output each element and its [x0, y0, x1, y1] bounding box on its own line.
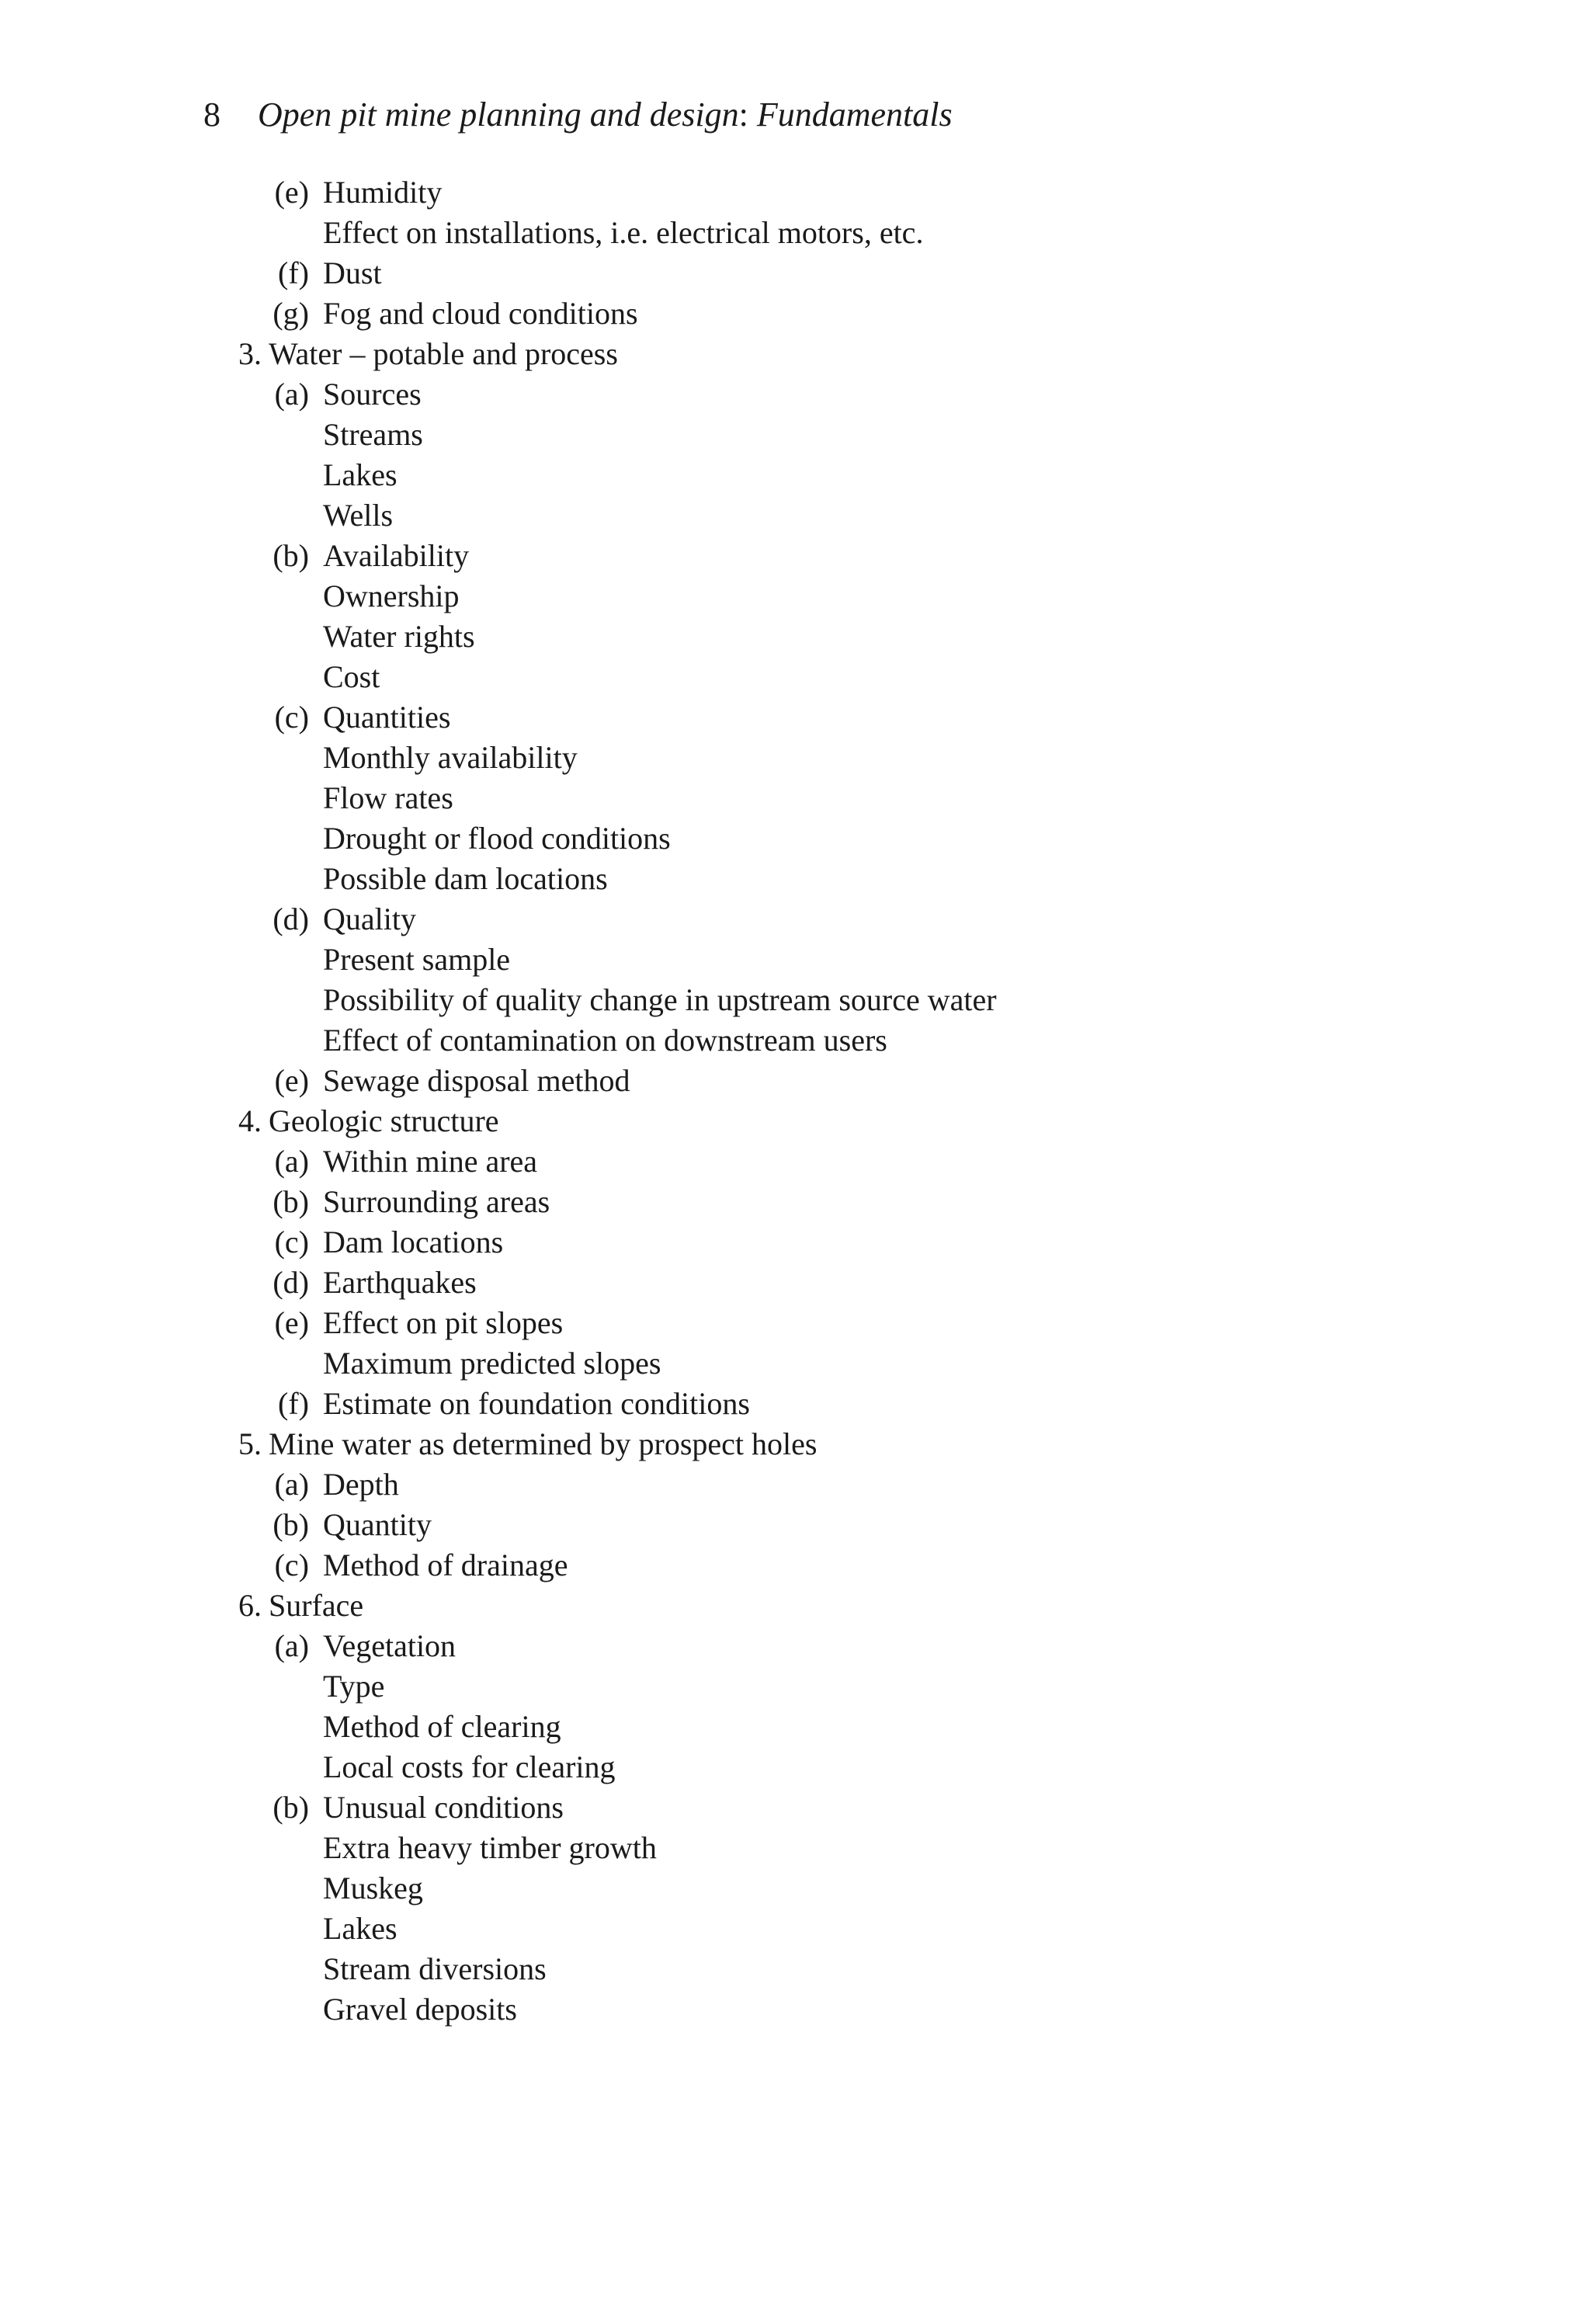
item-text: Earthquakes	[323, 1265, 477, 1300]
item-text: Vegetation	[323, 1628, 457, 1663]
item-text: Quality	[323, 901, 416, 936]
outline-line-letter	[0, 1545, 1590, 1586]
item-text: Sources	[323, 377, 422, 412]
outline-line-sub	[0, 940, 1590, 980]
item-letter: (e)	[274, 1305, 309, 1340]
item-letter: (a)	[274, 1628, 309, 1663]
outline-line-letter	[0, 1182, 1590, 1222]
outline-line-number	[0, 1424, 1590, 1464]
running-title-separator: :	[738, 96, 748, 134]
item-text: Quantities	[323, 700, 451, 735]
item-text: Effect on pit slopes	[323, 1305, 564, 1340]
item-text: Water rights	[323, 619, 475, 654]
item-text: Cost	[323, 659, 380, 694]
item-text: Geologic structure	[269, 1103, 499, 1138]
outline-line-letter	[0, 1263, 1590, 1303]
outline-line-number	[0, 334, 1590, 374]
outline-line-number	[0, 1586, 1590, 1626]
item-letter: (f)	[278, 255, 309, 290]
outline-line-sub	[0, 1707, 1590, 1747]
outline-line-letter	[0, 253, 1590, 294]
item-text: Muskeg	[323, 1871, 423, 1905]
item-text: Surface	[269, 1588, 364, 1623]
item-text: Dam locations	[323, 1225, 504, 1259]
outline-line-sub	[0, 980, 1590, 1020]
item-letter: (f)	[278, 1386, 309, 1421]
outline-line-letter	[0, 1303, 1590, 1343]
outline-line-sub	[0, 1747, 1590, 1787]
outline-line-sub	[0, 1020, 1590, 1061]
item-letter: (e)	[274, 1063, 309, 1098]
item-text: Unusual conditions	[323, 1790, 564, 1825]
outline-line-sub	[0, 1949, 1590, 1989]
item-letter: (a)	[274, 1144, 309, 1179]
item-text: Depth	[323, 1467, 399, 1502]
outline-line-letter	[0, 1626, 1590, 1666]
outline-line-sub	[0, 617, 1590, 657]
item-text: Streams	[323, 417, 423, 452]
outline-line-sub	[0, 1989, 1590, 2030]
item-text: Monthly availability	[323, 740, 578, 775]
item-letter: (b)	[273, 1507, 309, 1542]
item-text: Effect on installations, i.e. electrical motors, etc.	[323, 215, 924, 250]
item-text: Estimate on foundation conditions	[323, 1386, 750, 1421]
item-text: Type	[323, 1669, 385, 1704]
outline-line-sub	[0, 657, 1590, 697]
running-header	[203, 92, 953, 138]
outline-line-sub	[0, 738, 1590, 778]
item-letter: (a)	[274, 377, 309, 412]
item-letter: (d)	[273, 1265, 309, 1300]
outline-line-sub	[0, 495, 1590, 536]
item-letter: (a)	[274, 1467, 309, 1502]
outline-line-letter	[0, 1505, 1590, 1545]
item-text: Ownership	[323, 578, 460, 613]
outline-line-letter	[0, 1384, 1590, 1424]
item-letter: (b)	[273, 538, 309, 573]
item-text: Local costs for clearing	[323, 1749, 616, 1784]
outline-line-sub	[0, 859, 1590, 899]
item-text: Possible dam locations	[323, 861, 608, 896]
item-text: Flow rates	[323, 780, 453, 815]
outline-line-sub	[0, 1909, 1590, 1949]
item-text: Wells	[323, 498, 394, 533]
outline-line-sub	[0, 415, 1590, 455]
item-letter: (b)	[273, 1790, 309, 1825]
item-text: Extra heavy timber growth	[323, 1830, 657, 1865]
outline-line-letter	[0, 374, 1590, 415]
item-text: Sewage disposal method	[323, 1063, 630, 1098]
item-letter: (c)	[274, 1548, 309, 1582]
item-text: Within mine area	[323, 1144, 538, 1179]
item-letter: (c)	[274, 700, 309, 735]
item-letter: (g)	[273, 296, 309, 331]
item-text: Lakes	[323, 1911, 398, 1946]
item-text: Method of drainage	[323, 1548, 568, 1582]
outline-line-sub	[0, 213, 1590, 253]
item-letter: (b)	[273, 1184, 309, 1219]
item-number: 4.	[238, 1103, 262, 1138]
item-text: Present sample	[323, 942, 511, 977]
item-text: Availability	[323, 538, 470, 573]
item-text: Water – potable and process	[269, 336, 618, 371]
item-number: 3.	[238, 336, 262, 371]
outline-line-sub	[0, 778, 1590, 818]
running-subtitle: Fundamentals	[756, 96, 953, 134]
outline-line-sub	[0, 576, 1590, 617]
outline-line-sub	[0, 1343, 1590, 1384]
item-text: Possibility of quality change in upstream source water	[323, 982, 997, 1017]
outline-line-letter	[0, 899, 1590, 940]
outline-line-letter	[0, 536, 1590, 576]
item-letter: (d)	[273, 901, 309, 936]
page-number: 8	[203, 96, 220, 134]
outline-list	[0, 172, 1590, 2030]
outline-line-sub	[0, 818, 1590, 859]
item-number: 6.	[238, 1588, 262, 1623]
outline-line-sub	[0, 1828, 1590, 1868]
outline-line-letter	[0, 1787, 1590, 1828]
item-text: Mine water as determined by prospect holes	[269, 1426, 818, 1461]
item-text: Maximum predicted slopes	[323, 1346, 661, 1381]
item-letter: (c)	[274, 1225, 309, 1259]
item-text: Method of clearing	[323, 1709, 561, 1744]
running-title: Open pit mine planning and design	[258, 96, 739, 134]
outline-line-letter	[0, 1464, 1590, 1505]
item-text: Lakes	[323, 457, 398, 492]
outline-line-letter	[0, 1061, 1590, 1101]
item-text: Gravel deposits	[323, 1992, 517, 2027]
item-text: Effect of contamination on downstream users	[323, 1023, 887, 1058]
item-text: Quantity	[323, 1507, 432, 1542]
item-text: Humidity	[323, 175, 443, 210]
outline-line-sub	[0, 1666, 1590, 1707]
outline-line-number	[0, 1101, 1590, 1141]
item-text: Dust	[323, 255, 382, 290]
outline-line-letter	[0, 172, 1590, 213]
item-number: 5.	[238, 1426, 262, 1461]
outline-line-letter	[0, 294, 1590, 334]
outline-line-sub	[0, 1868, 1590, 1909]
item-text: Fog and cloud conditions	[323, 296, 638, 331]
item-text: Surrounding areas	[323, 1184, 550, 1219]
outline-line-sub	[0, 455, 1590, 495]
outline-line-letter	[0, 1222, 1590, 1263]
outline-line-letter	[0, 1141, 1590, 1182]
item-letter: (e)	[274, 175, 309, 210]
item-text: Drought or flood conditions	[323, 821, 671, 856]
outline-line-letter	[0, 697, 1590, 738]
item-text: Stream diversions	[323, 1951, 547, 1986]
